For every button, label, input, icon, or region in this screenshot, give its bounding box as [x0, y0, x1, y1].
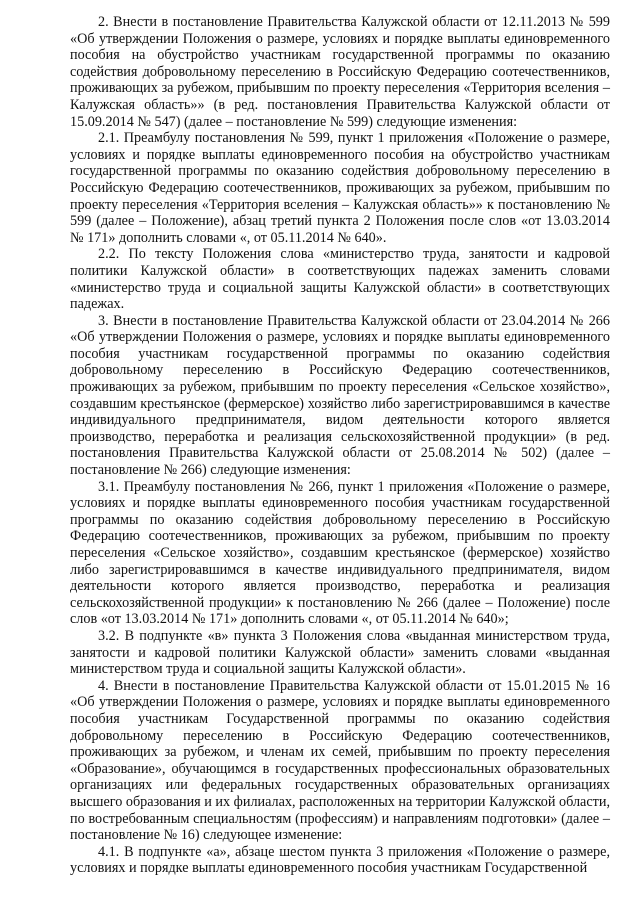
- paragraph-3: 3. Внести в постановление Правительства Калужской области от 23.04.2014 № 266 «Об утверждении Положения о размере, условиях и порядке выплаты единовременного пособия участникам государственной программы по оказанию содействия добровольному переселению в Российскую Федерацию соотечественников, проживающих за рубежом, прибывшим по проекту переселения «Сельское хозяйство», создавшим крестьянское (фермерское) хозяйство либо зарегистрировавшимся в качестве индивидуального предпринимателя, видом деятельности которого является производство, переработка и реализация сельскохозяйственной продукции» (в ред. постановления Правительства Калужской области от 25.08.2014 № 502) (далее – постановление № 266) следующие изменения:: [70, 312, 610, 479]
- paragraph-4-1: 4.1. В подпункте «а», абзаце шестом пункта 3 приложения «Положение о размере, условиях и порядке выплаты единовременного пособия участникам Государственной: [70, 843, 610, 877]
- paragraph-2-1: 2.1. Преамбулу постановления № 599, пункт 1 приложения «Положение о размере, условиях и порядке выплаты единовременного пособия на обустройство участникам государственной программы по оказанию содействия добровольному переселению в Российскую Федерацию соотечественников, проживающих за рубежом, прибывшим по проекту переселения «Территория вселения – Калужская область»» к постановлению № 599 (далее – Положение), абзац третий пункта 2 Положения после слов «от 13.03.2014 № 171» дополнить словами «, от 05.11.2014 № 640».: [70, 130, 610, 246]
- paragraph-4: 4. Внести в постановление Правительства Калужской области от 15.01.2015 № 16 «Об утверждении Положения о размере, условиях и порядке выплаты единовременного пособия участникам Государственной программы по оказанию содействия добровольному переселению в Российскую Федерацию соотечественников, проживающих за рубежом, и членам их семей, прибывшим по проекту переселения «Образование», обучающимся в государственных профессиональных образовательных организациях или федеральных государственных образовательных организациях высшего образования и их филиалах, расположенных на территории Калужской области, по востребованным специальностям (профессиям) и направлениям подготовки» (далее – постановление № 16) следующее изменение:: [70, 677, 610, 844]
- paragraph-2-2: 2.2. По тексту Положения слова «министерство труда, занятости и кадровой политики Калужской области» в соответствующих падежах заменить словами «министерство труда и социальной защиты Калужской области» в соответствующих падежах.: [70, 246, 610, 313]
- paragraph-3-1: 3.1. Преамбулу постановления № 266, пункт 1 приложения «Положение о размере, условиях и порядке выплаты единовременного пособия участникам государственной программы по оказанию содействия добровольному переселению в Российскую Федерацию соотечественников, проживающих за рубежом, прибывшим по проекту переселения «Сельское хозяйство», создавшим крестьянское (фермерское) хозяйство либо зарегистрировавшимся в качестве индивидуального предпринимателя, видом деятельности которого является производство, переработка и реализация сельскохозяйственной продукции» к постановлению № 266 (далее – Положение) после слов «от 13.03.2014 № 171» дополнить словами «, от 05.11.2014 № 640»;: [70, 478, 610, 628]
- paragraph-3-2: 3.2. В подпункте «в» пункта 3 Положения слова «выданная министерством труда, занятости и кадровой политики Калужской области» заменить словами «выданная министерством труда и социальной защиты Калужской области».: [70, 627, 610, 678]
- paragraph-2: 2. Внести в постановление Правительства Калужской области от 12.11.2013 № 599 «Об утверждении Положения о размере, условиях и порядке выплаты единовременного пособия на обустройство участникам государственной программы по оказанию содействия добровольному переселению в Российскую Федерацию соотечественников, проживающих за рубежом, прибывшим по проекту переселения «Территория вселения – Калужская область»» (в ред. постановления Правительства Калужской области от 15.09.2014 № 547) (далее – постановление № 599) следующие изменения:: [70, 14, 610, 130]
